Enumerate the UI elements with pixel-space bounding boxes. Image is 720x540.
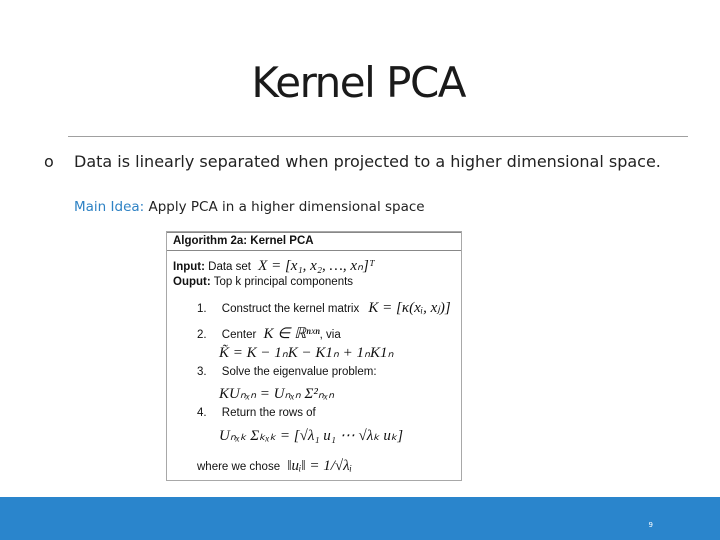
step-formula: K = [κ(xᵢ, xⱼ)] xyxy=(368,300,451,316)
algorithm-footer xyxy=(197,458,352,475)
eigenvalue-formula: KUₙₓₙ = Uₙₓₙ Σ²ₙₓₙ xyxy=(219,386,335,402)
algorithm-step-3 xyxy=(197,366,377,378)
algorithm-header: Algorithm 2a: Kernel PCA xyxy=(173,235,314,247)
main-idea-label: Main Idea: xyxy=(74,199,145,215)
bullet-text: Data is linearly separated when projected to a higher dimensional space. xyxy=(74,152,661,171)
algorithm-header-rule xyxy=(167,250,461,251)
step-number: 4. xyxy=(197,407,207,419)
step-formula: K ∈ ℝⁿˣⁿ xyxy=(263,326,320,342)
input-text: Data set xyxy=(208,261,251,273)
bullet-marker: o xyxy=(44,152,54,171)
step-number: 1. xyxy=(197,303,207,315)
step-number: 2. xyxy=(197,329,207,341)
main-idea-text: Apply PCA in a higher dimensional space xyxy=(148,199,425,215)
algorithm-box xyxy=(166,231,462,481)
algorithm-step-2 xyxy=(197,324,341,343)
input-label: Input: xyxy=(173,261,205,273)
step-text: Return the rows of xyxy=(221,407,316,419)
input-formula: X = [x₁, x₂, …, xₙ]ᵀ xyxy=(258,258,375,274)
centering-formula: K̃ = K − 1ₙK − K1ₙ + 1ₙK1ₙ xyxy=(219,345,394,361)
title-divider xyxy=(68,136,688,137)
step-text: Construct the kernel matrix xyxy=(221,303,360,315)
algorithm-top-rule xyxy=(167,232,461,233)
footer-text: where we chose xyxy=(197,461,281,473)
algorithm-step-4 xyxy=(197,407,316,419)
algorithm-step-1 xyxy=(197,298,451,317)
algorithm-input xyxy=(173,256,375,275)
main-idea xyxy=(74,199,425,215)
step-text: Center xyxy=(221,329,257,341)
output-label: Ouput: xyxy=(173,276,211,288)
return-formula: Uₙₓₖ Σₖₓₖ = [√λ₁ u₁ ⋯ √λₖ uₖ] xyxy=(219,428,404,444)
slide-title: Kernel PCA xyxy=(251,58,465,107)
footer-formula: ‖uᵢ‖ = 1/√λᵢ xyxy=(287,458,352,474)
step-text: Solve the eigenvalue problem: xyxy=(221,366,377,378)
page-number: 9 xyxy=(648,521,653,529)
step-suffix: , via xyxy=(319,329,341,341)
step-number: 3. xyxy=(197,366,207,378)
bullet-point xyxy=(44,150,684,174)
algorithm-output xyxy=(173,276,353,288)
footer-bar xyxy=(0,497,720,540)
output-text: Top k principal components xyxy=(213,276,354,288)
